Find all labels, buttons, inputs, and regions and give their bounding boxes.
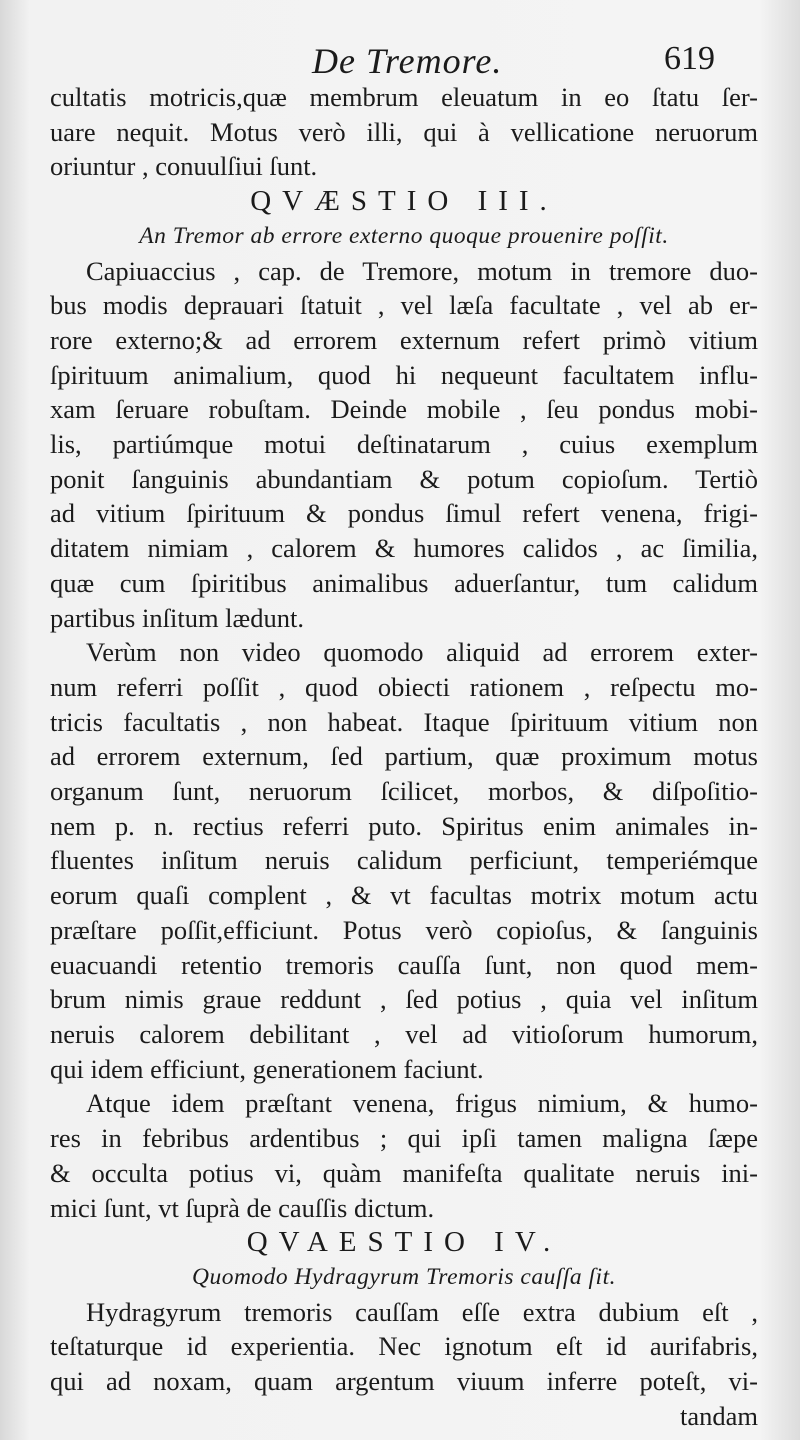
text-line: tricis facultatis , non habeat. Itaque ſpirituum vitium non	[50, 706, 758, 737]
text-line: cultatis motricis,quæ membrum eleuatum in eo ſtatu ſer-	[50, 82, 758, 112]
text-line: partibus inſitum lædunt.	[50, 602, 304, 633]
text-line: Capiuaccius , cap. de Tremore, motum in tremore duo-	[86, 255, 758, 286]
text-line: Verùm non video quomodo aliquid ad errorem exter-	[86, 637, 758, 668]
page-header	[0, 34, 800, 84]
text-line: bus modis deprauari ſtatuit , vel læſa facultate , vel ab er-	[50, 290, 758, 321]
question-heading: QVÆSTIO III.	[250, 185, 558, 218]
text-line: & occulta potius vi, quàm manifeſta qualitate neruis ini-	[50, 1157, 758, 1188]
text-line: ad vitium ſpirituum & pondus ſimul refert venena, frigi-	[50, 498, 758, 529]
text-line: uare nequit. Motus verò illi, qui à vellicatione neruorum	[50, 116, 758, 147]
text-line: nem p. n. rectius referri puto. Spiritus enim animales in-	[50, 810, 758, 841]
text-line: ditatem nimiam , calorem & humores calidos , ac ſimilia,	[50, 533, 758, 564]
text-line: num referri poſſit , quod obiecti rationem , reſpectu mo-	[50, 671, 758, 702]
text-line: res in febribus ardentibus ; qui ipſi tamen maligna ſæpe	[50, 1123, 758, 1154]
text-line: fluentes inſitum neruis calidum perficiunt, temperiémque	[50, 845, 758, 876]
text-line: xam ſeruare robuſtam. Deinde mobile , ſeu pondus mobi-	[50, 394, 758, 425]
text-line: lis, partiúmque motui deſtinatarum , cuius exemplum	[50, 429, 758, 460]
question-subtitle: An Tremor ab errore externo quoque prouenire poſſit.	[139, 222, 669, 249]
text-line: qui idem efficiunt, generationem faciunt.	[50, 1053, 484, 1084]
text-line: tandam	[680, 1400, 758, 1431]
text-line: oriuntur , conuulſiui ſunt.	[50, 151, 318, 182]
text-line: præſtare poſſit,efficiunt. Potus verò copioſus, & ſanguinis	[50, 914, 758, 945]
text-line: ſpirituum animalium, quod hi nequeunt facultatem influ-	[50, 359, 758, 390]
text-line: Hydragyrum tremoris cauſſam eſſe extra dubium eſt ,	[86, 1296, 758, 1327]
question-heading: QVAESTIO IV.	[246, 1226, 562, 1259]
text-line: teſtaturque id experientia. Nec ignotum eſt id aurifabris,	[50, 1331, 758, 1362]
text-line: qui ad noxam, quam argentum viuum inferre poteſt, vi-	[50, 1366, 758, 1397]
text-line: brum nimis graue reddunt , ſed potius , quia vel inſitum	[50, 984, 758, 1015]
text-line: organum ſunt, neruorum ſcilicet, morbos, & diſpoſitio-	[50, 776, 758, 807]
text-line: quæ cum ſpiritibus animalibus aduerſantur, tum calidum	[50, 567, 758, 598]
question-subtitle: Quomodo Hydragyrum Tremoris cauſſa ſit.	[191, 1263, 616, 1290]
body-text	[50, 80, 758, 1433]
text-line: Atque idem præſtant venena, frigus nimium, & humo-	[86, 1088, 758, 1119]
page-number: 619	[664, 40, 715, 77]
text-line: ad errorem externum, ſed partium, quæ proximum motus	[50, 741, 758, 772]
text-line: mici ſunt, vt ſuprà de cauſſis dictum.	[50, 1192, 435, 1223]
text-line: rore externo;& ad errorem externum refert primò vitium	[50, 324, 758, 355]
text-line: euacuandi retentio tremoris cauſſa ſunt, non quod mem-	[50, 949, 758, 980]
running-title: De Tremore.	[312, 41, 503, 81]
text-line: eorum quaſi complent , & vt facultas motrix motum actu	[50, 880, 758, 911]
text-line: neruis calorem debilitant , vel ad vitioſorum humorum,	[50, 1018, 758, 1049]
text-line: ponit ſanguinis abundantiam & potum copioſum. Tertiò	[50, 463, 758, 494]
